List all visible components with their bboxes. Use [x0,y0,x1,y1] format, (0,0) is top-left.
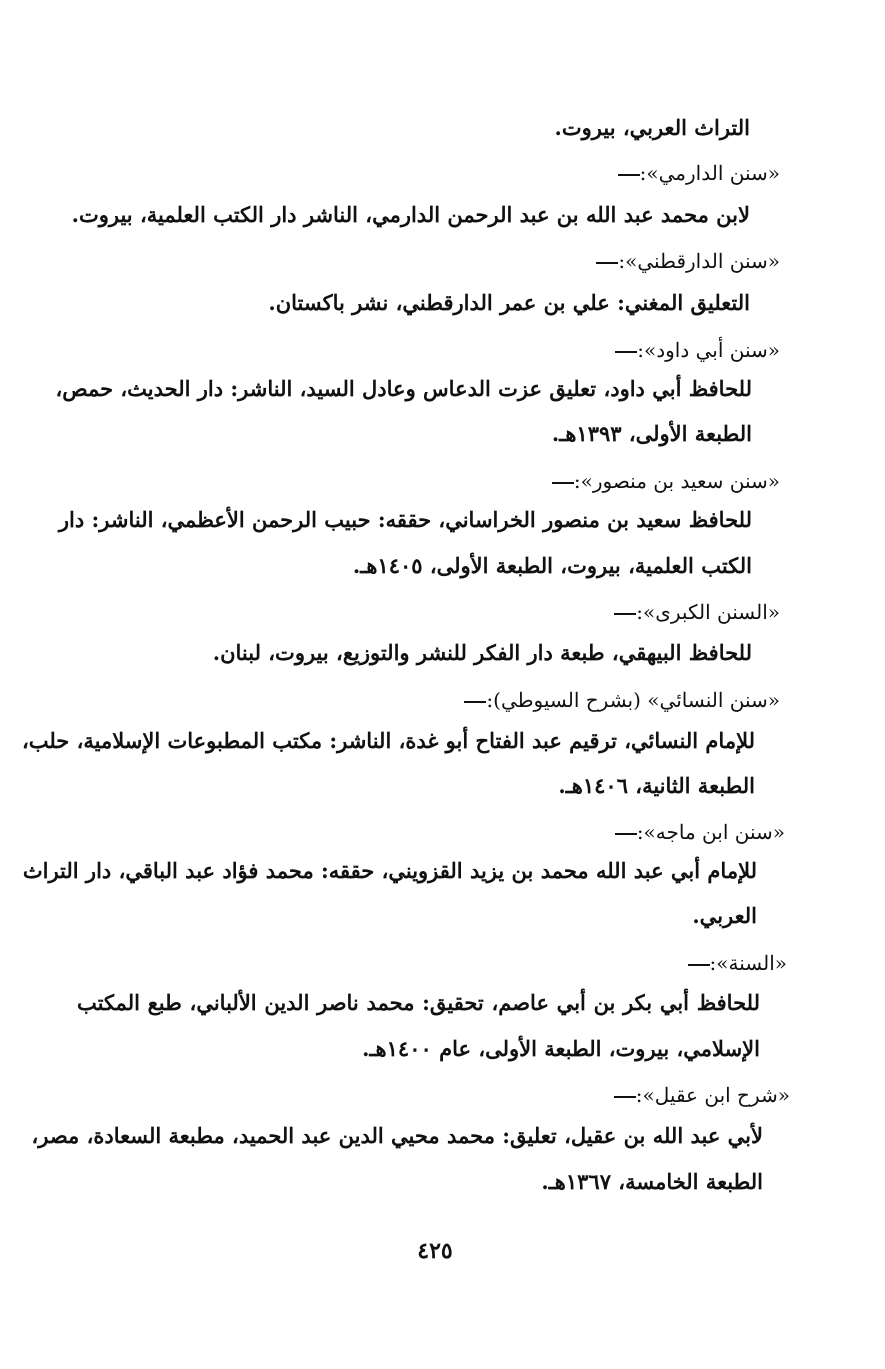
heading-title: «السنة»: [709,951,787,975]
text-line: لأبي عبد الله بن عقيل، تعليق: محمد محيي الدين عبد الحميد، مطبعة السعادة، مصر، [31,1123,763,1148]
page-number: ٤٢٥ [417,1238,453,1264]
text-line: للإمام النسائي، ترقيم عبد الفتاح أبو غدة، الناشر: مكتب المطبوعات الإسلامية، حلب، [21,728,755,753]
text-line: التعليق المغني: علي بن عمر الدارقطني، نشر باكستان. [268,290,750,315]
entry-heading [604,597,780,627]
text-line: التراث العربي، بيروت. [554,115,750,140]
entry-dash [688,964,710,966]
entry-dash [464,701,486,703]
text-line: لابن محمد عبد الله بن عبد الرحمن الدارمي، الناشر دار الكتب العلمية، بيروت. [71,202,750,227]
heading-title: «سنن النسائي» (بشرح السيوطي): [486,688,780,712]
entry-heading [454,685,780,715]
entry-heading [542,466,780,496]
text-line: الطبعة الأولى، ١٣٩٣هـ. [551,421,752,446]
entry-dash [614,613,636,615]
text-line: الطبعة الخامسة، ١٣٦٧هـ. [541,1169,763,1194]
heading-title: «سنن ابن ماجه»: [636,820,785,844]
entry-heading [678,948,787,978]
entry-dash [596,262,618,264]
text-line: للحافظ البيهقي، طبعة دار الفكر للنشر والتوزيع، بيروت، لبنان. [212,640,752,665]
entry-heading [608,158,780,188]
heading-title: «السنن الكبرى»: [636,600,780,624]
entry-heading [605,817,785,847]
heading-title: «سنن الدارقطني»: [618,249,780,273]
text-line: للحافظ أبي داود، تعليق عزت الدعاس وعادل السيد، الناشر: دار الحديث، حمص، [55,376,752,401]
heading-title: «سنن الدارمي»: [639,161,780,185]
text-line: للحافظ أبي بكر بن أبي عاصم، تحقيق: محمد ناصر الدين الألباني، طبع المكتب [77,990,760,1015]
entry-heading [604,1080,790,1110]
heading-title: «شرح ابن عقيل»: [635,1083,790,1107]
entry-dash [618,174,640,176]
heading-title: «سنن سعيد بن منصور»: [573,469,780,493]
text-line: الكتب العلمية، بيروت، الطبعة الأولى، ١٤٠٥هـ. [352,553,752,578]
entry-dash [614,1096,636,1098]
entry-heading [586,246,780,276]
text-line: للحافظ سعيد بن منصور الخراساني، حققه: حبيب الرحمن الأعظمي، الناشر: دار [58,507,752,532]
text-line: الطبعة الثانية، ١٤٠٦هـ. [558,773,755,798]
entry-heading [605,335,780,365]
text-line: الإسلامي، بيروت، الطبعة الأولى، عام ١٤٠٠هـ. [362,1036,760,1061]
entry-dash [615,351,637,353]
entry-dash [552,482,574,484]
heading-title: «سنن أبي داود»: [637,338,780,362]
entry-dash [615,833,637,835]
text-line: للإمام أبي عبد الله محمد بن يزيد القزويني، حققه: محمد فؤاد عبد الباقي، دار التراث [22,858,757,883]
text-line: العربي. [692,903,757,928]
